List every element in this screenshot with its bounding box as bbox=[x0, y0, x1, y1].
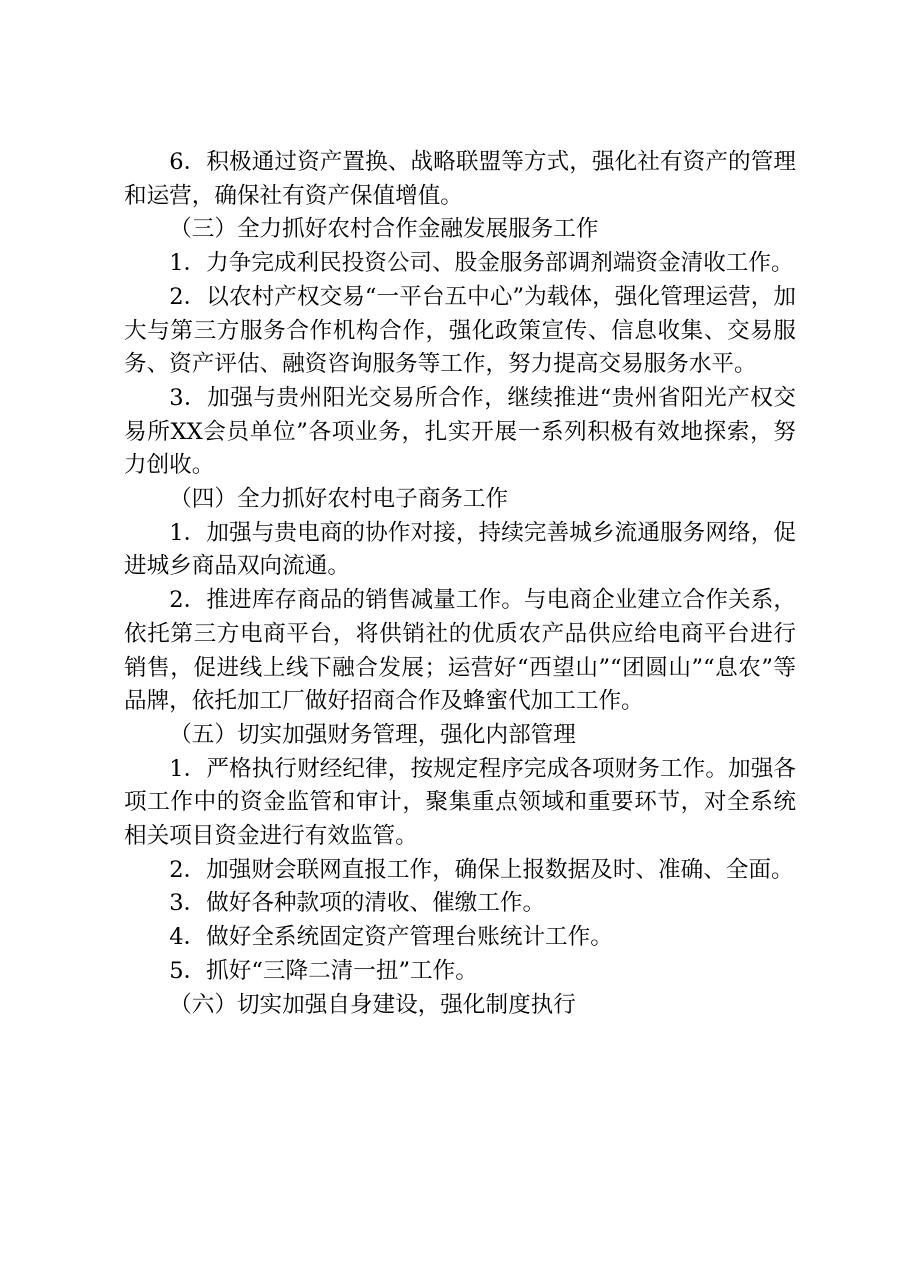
section-heading-5: （五）切实加强财务管理，强化内部管理 bbox=[169, 721, 576, 748]
section-heading-3: （三）全力抓好农村合作金融发展服务工作 bbox=[169, 216, 599, 243]
paragraph-item-5-three-reductions: 5．抓好“三降二清一扭”工作。 bbox=[169, 957, 478, 984]
paragraph-item-1-financial-discipline: 1．严格执行财经纪律，按规定程序完成各项财务工作。加强各项工作中的资金监管和审计，聚集重点领域和重要环节，对全系统相关项目资金进行有效监管。 bbox=[124, 755, 796, 850]
paragraph-item-3-sunshine-exchange: 3．加强与贵州阳光交易所合作，继续推进“贵州省阳光产权交易所XX会员单位”各项业务，扎实开展一系列积极有效地探索，努力创收。 bbox=[124, 384, 796, 479]
paragraph-item-1-ecommerce-coordination: 1．加强与贵电商的协作对接，持续完善城乡流通服务网络，促进城乡商品双向流通。 bbox=[124, 519, 796, 580]
paragraph-item-1-fund-recovery: 1．力争完成利民投资公司、股金服务部调剂端资金清收工作。 bbox=[169, 250, 794, 277]
paragraph-item-2-inventory-sales: 2．推进库存商品的销售减量工作。与电商企业建立合作关系，依托第三方电商平台，将供销社的优质农产品供应给电商平台进行销售，促进线上线下融合发展；运营好“西望山”“团圆山”“息农”等品牌，依托加工厂做好招商合作及蜂蜜代加工工作。 bbox=[124, 587, 796, 715]
document-body bbox=[124, 146, 796, 1022]
paragraph-item-3-collection: 3．做好各种款项的清收、催缴工作。 bbox=[169, 890, 546, 917]
paragraph-item-2-property-rights-trading: 2．以农村产权交易“一平台五中心”为载体，强化管理运营，加大与第三方服务合作机构合作，强化政策宣传、信息收集、交易服务、资产评估、融资咨询服务等工作，努力提高交易服务水平。 bbox=[124, 283, 796, 378]
section-heading-4: （四）全力抓好农村电子商务工作 bbox=[169, 486, 509, 513]
section-heading-6: （六）切实加强自身建设，强化制度执行 bbox=[169, 991, 576, 1018]
paragraph-item-6-asset-management: 6．积极通过资产置换、战略联盟等方式，强化社有资产的管理和运营，确保社有资产保值增值。 bbox=[124, 149, 796, 209]
paragraph-item-2-online-reporting: 2．加强财会联网直报工作，确保上报数据及时、准确、全面。 bbox=[169, 856, 794, 883]
paragraph-item-4-fixed-assets: 4．做好全系统固定资产管理台账统计工作。 bbox=[169, 924, 613, 951]
